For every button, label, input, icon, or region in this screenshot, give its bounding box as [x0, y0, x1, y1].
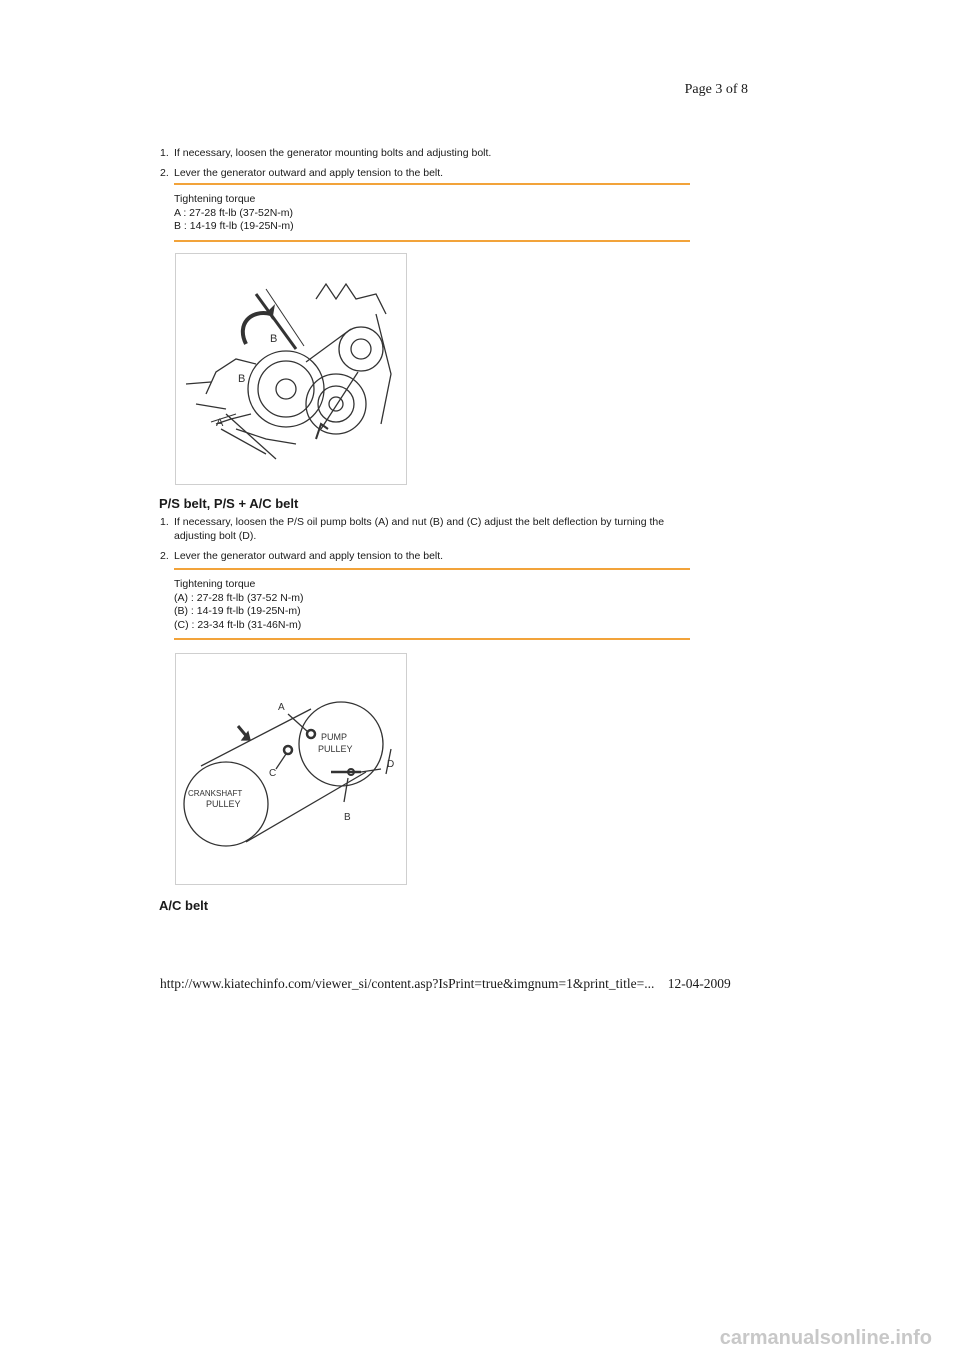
figure-label: B	[344, 812, 351, 823]
pulley-diagram	[176, 654, 406, 884]
torque-line: A : 27-28 ft-lb (37-52N-m)	[174, 206, 294, 219]
figure-label: PULLEY	[206, 799, 241, 809]
torque-line: (C) : 23-34 ft-lb (31-46N-m)	[174, 618, 302, 631]
divider	[174, 240, 690, 242]
page-number: Page 3 of 8	[684, 82, 748, 97]
figure-label: A	[216, 417, 224, 429]
step-number: 1.	[160, 147, 169, 159]
section-heading: P/S belt, P/S + A/C belt	[159, 496, 299, 511]
torque-title: Tightening torque	[174, 578, 256, 590]
list-item	[160, 166, 700, 180]
step-text: Lever the generator outward and apply tension to the belt.	[174, 550, 444, 562]
figure-label: PULLEY	[318, 744, 353, 754]
figure-label: D	[387, 759, 395, 770]
step-number: 1.	[160, 516, 169, 528]
generator-diagram	[176, 254, 406, 484]
page-footer	[160, 976, 731, 992]
list-item	[160, 146, 700, 160]
figure-label: B	[238, 373, 246, 385]
footer-date: 12-04-2009	[667, 976, 731, 991]
list-item	[160, 549, 700, 563]
torque-line: (B) : 14-19 ft-lb (19-25N-m)	[174, 605, 301, 617]
generator-belt-figure	[175, 253, 407, 485]
steps-list-ps-belt	[160, 515, 700, 569]
torque-line: (A) : 27-28 ft-lb (37-52 N-m)	[174, 591, 304, 604]
torque-line: B : 14-19 ft-lb (19-25N-m)	[174, 220, 294, 232]
torque-spec-box	[174, 568, 690, 640]
figure-label: C	[269, 768, 277, 779]
footer-url: http://www.kiatechinfo.com/viewer_si/content.asp?IsPrint=true&imgnum=1&print_title=...	[160, 976, 655, 991]
figure-label: PUMP	[321, 732, 348, 742]
torque-spec-box	[174, 183, 690, 242]
divider	[174, 638, 690, 640]
figure-label: A	[278, 702, 285, 713]
figure-label: CRANKSHAFT	[188, 789, 243, 798]
torque-title: Tightening torque	[174, 193, 256, 205]
step-text: Lever the generator outward and apply tension to the belt.	[174, 167, 444, 179]
step-text: If necessary, loosen the generator mounting bolts and adjusting bolt.	[174, 147, 492, 159]
step-number: 2.	[160, 550, 169, 562]
section-heading: A/C belt	[159, 898, 209, 913]
figure-label: B	[270, 333, 278, 345]
ps-belt-figure	[175, 653, 407, 885]
watermark: carmanualsonline.info	[719, 1327, 932, 1349]
steps-list-generator	[160, 146, 700, 186]
step-text: If necessary, loosen the P/S oil pump bolts (A) and nut (B) and (C) adjust the belt deflection by turning the adjusting bolt (D).	[174, 516, 665, 542]
list-item	[160, 515, 700, 543]
step-number: 2.	[160, 167, 169, 179]
